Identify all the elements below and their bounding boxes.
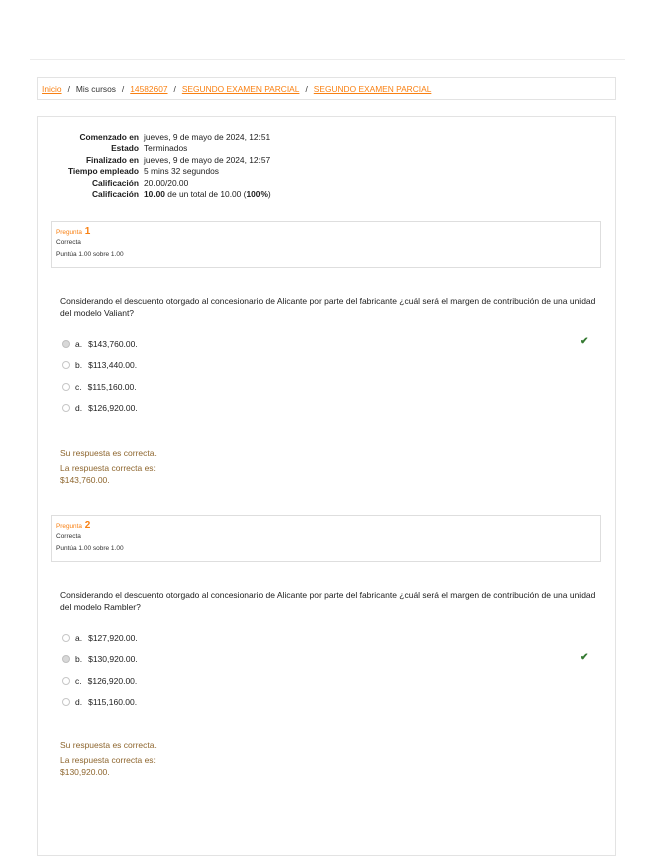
question-feedback	[60, 447, 600, 486]
radio-button[interactable]	[62, 634, 70, 642]
grade-value: 10.00	[144, 189, 165, 200]
breadcrumb-separator: /	[67, 83, 70, 94]
breadcrumb-course-link[interactable]: 14582607	[130, 83, 168, 94]
summary-row	[38, 177, 617, 189]
breadcrumb-separator: /	[305, 83, 308, 94]
grade-total-text: de un total de 10.00 (	[164, 189, 247, 200]
question-grade: Puntúa 1.00 sobre 1.00	[56, 545, 124, 552]
question-number-value: 1	[84, 226, 91, 237]
summary-row	[38, 166, 617, 178]
answer-letter: c.	[75, 675, 82, 686]
summary-value: 20.00/20.00	[144, 177, 189, 188]
answer-letter: a.	[75, 338, 83, 349]
question-feedback	[60, 739, 600, 778]
answer-option[interactable]	[62, 355, 602, 377]
question-info-box	[51, 221, 601, 268]
question-text: Considerando el descuento otorgado al concesionario de Alicante por parte del fabricante ¿cuál será el margen de contribución de una unidad del modelo Rambler?	[60, 590, 596, 612]
summary-value: Terminados	[144, 143, 188, 154]
grade-close-paren: )	[267, 189, 271, 200]
check-icon: ✔	[580, 651, 589, 663]
summary-label: Finalizado en	[85, 154, 139, 165]
answer-option[interactable]	[62, 376, 602, 398]
summary-row	[38, 154, 617, 166]
breadcrumb	[37, 77, 616, 100]
question-state: Correcta	[56, 239, 81, 246]
breadcrumb-home-link[interactable]: Inicio	[42, 83, 62, 94]
answer-list	[62, 627, 602, 713]
quiz-review-region	[37, 116, 616, 856]
radio-button[interactable]	[62, 677, 70, 685]
summary-value	[144, 189, 271, 199]
question-text: Considerando el descuento otorgado al concesionario de Alicante por parte del fabricante ¿cuál será el margen de contribución de una unidad del modelo Valiant?	[60, 296, 596, 318]
breadcrumb-quiz-link[interactable]: SEGUNDO EXAMEN PARCIAL	[313, 83, 432, 94]
question-info-box	[51, 515, 601, 562]
header-divider	[30, 59, 625, 60]
summary-label: Tiempo empleado	[67, 166, 139, 177]
feedback-message: Su respuesta es correcta.	[60, 448, 157, 458]
summary-label: Estado	[111, 143, 139, 154]
summary-value: jueves, 9 de mayo de 2024, 12:51	[144, 131, 271, 142]
answer-text: $115,160.00.	[87, 381, 137, 392]
answer-letter: c.	[75, 381, 82, 392]
answer-list	[62, 333, 602, 419]
right-answer-label: La respuesta correcta es:	[60, 755, 156, 765]
breadcrumb-section-link[interactable]: SEGUNDO EXAMEN PARCIAL	[181, 83, 300, 94]
question-label: Pregunta	[56, 523, 82, 530]
summary-value: jueves, 9 de mayo de 2024, 12:57	[144, 154, 271, 165]
radio-button[interactable]	[62, 383, 70, 391]
right-answer-value: $130,920.00.	[60, 766, 110, 777]
question-grade: Puntúa 1.00 sobre 1.00	[56, 251, 124, 258]
answer-option[interactable]	[62, 670, 602, 692]
answer-option[interactable]	[62, 649, 602, 671]
summary-label: Calificación	[91, 189, 139, 200]
answer-option[interactable]	[62, 398, 602, 420]
radio-button[interactable]	[62, 698, 70, 706]
summary-row	[38, 143, 617, 155]
attempt-summary-table	[38, 131, 617, 200]
radio-button[interactable]	[62, 404, 70, 412]
question-state: Correcta	[56, 533, 81, 540]
summary-label: Comenzado en	[79, 131, 139, 142]
answer-letter: b.	[75, 654, 83, 665]
radio-button[interactable]	[62, 340, 70, 348]
answer-letter: d.	[75, 697, 83, 708]
radio-button[interactable]	[62, 361, 70, 369]
question-number-value: 2	[84, 520, 91, 531]
grade-percent: 100%	[246, 189, 268, 200]
question-label: Pregunta	[56, 229, 82, 236]
summary-label: Calificación	[91, 177, 139, 188]
radio-button[interactable]	[62, 655, 70, 663]
summary-value: 5 mins 32 segundos	[144, 166, 219, 177]
answer-letter: b.	[75, 360, 83, 371]
answer-letter: d.	[75, 403, 83, 414]
check-icon: ✔	[580, 336, 589, 347]
summary-row	[38, 189, 617, 201]
answer-text: $126,920.00.	[87, 675, 138, 686]
breadcrumb-separator: /	[173, 83, 176, 94]
answer-text: $113,440.00.	[88, 360, 138, 371]
answer-letter: a.	[75, 632, 83, 643]
answer-option[interactable]	[62, 627, 602, 649]
question-number	[56, 226, 596, 237]
breadcrumb-separator: /	[121, 83, 125, 94]
answer-text: $143,760.00.	[88, 338, 138, 349]
breadcrumb-my-courses: Mis cursos	[75, 83, 116, 94]
feedback-message: Su respuesta es correcta.	[60, 740, 157, 750]
question-number	[56, 520, 596, 531]
answer-option[interactable]	[62, 333, 602, 355]
right-answer-value: $143,760.00.	[60, 474, 110, 485]
answer-text: $115,160.00.	[88, 697, 138, 708]
right-answer-label: La respuesta correcta es:	[60, 463, 156, 473]
answer-option[interactable]	[62, 692, 602, 714]
answer-text: $126,920.00.	[88, 403, 138, 414]
summary-row	[38, 131, 617, 143]
answer-text: $127,920.00.	[88, 632, 138, 643]
answer-text: $130,920.00.	[88, 654, 138, 665]
